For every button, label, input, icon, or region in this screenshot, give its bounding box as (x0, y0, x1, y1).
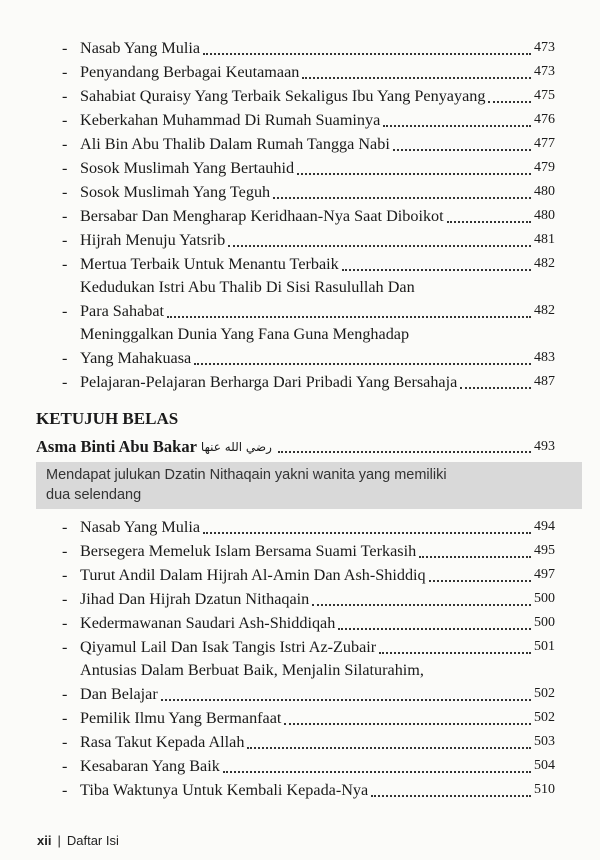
toc-entry (62, 204, 555, 228)
entry-page-number: 481 (534, 232, 555, 247)
dot-leader (429, 580, 531, 582)
entry-title-line: Dan Belajar (80, 685, 158, 703)
entry-bullet: - (62, 183, 68, 201)
toc-section-prev-chapter (62, 36, 555, 394)
toc-entry (62, 36, 555, 60)
entry-bullet: - (62, 349, 68, 367)
entry-bullet: - (62, 757, 68, 775)
toc-entry (62, 60, 555, 84)
dot-leader (167, 316, 531, 318)
page-footer (37, 833, 119, 848)
entry-bullet: - (62, 302, 68, 320)
toc-entry (62, 108, 555, 132)
dot-leader (383, 125, 531, 127)
dot-leader (447, 221, 531, 223)
entry-page-number: 501 (534, 639, 555, 654)
entry-title-line: Turut Andil Dalam Hijrah Al-Amin Dan Ash-Shiddiq (80, 566, 426, 584)
toc-entry (62, 706, 555, 730)
entry-page-number: 503 (534, 734, 555, 749)
entry-page-number: 482 (534, 303, 555, 318)
dot-leader (488, 101, 531, 103)
toc-entry (62, 587, 555, 611)
dot-leader (203, 532, 531, 534)
toc-entry (62, 323, 555, 370)
entry-title-line: Keberkahan Muhammad Di Rumah Suaminya (80, 111, 381, 129)
entry-bullet: - (62, 590, 68, 608)
toc-entry (62, 252, 555, 276)
dot-leader (203, 53, 531, 55)
entry-page-number: 502 (534, 686, 555, 701)
entry-page-number: 502 (534, 710, 555, 725)
entry-bullet: - (62, 685, 68, 703)
entry-title-line: Rasa Takut Kepada Allah (80, 733, 245, 751)
toc-entry (62, 515, 555, 539)
dot-leader (379, 652, 531, 654)
entry-title-line: Qiyamul Lail Dan Isak Tangis Istri Az-Zubair (80, 638, 377, 656)
entry-title-line: Nasab Yang Mulia (80, 39, 201, 57)
entry-bullet: - (62, 733, 68, 751)
dot-leader (297, 173, 531, 175)
entry-title-line: Bersabar Dan Mengharap Keridhaan-Nya Saat Diboikot (80, 207, 444, 225)
dot-leader (338, 628, 531, 630)
entry-title-line: Yang Mahakuasa (80, 349, 192, 367)
entry-title-line: Sahabiat Quraisy Yang Terbaik Sekaligus Ibu Yang Penyayang (80, 87, 486, 105)
entry-title-line: Sosok Muslimah Yang Teguh (80, 183, 271, 201)
entry-title-line: Nasab Yang Mulia (80, 518, 201, 536)
entry-bullet: - (62, 614, 68, 632)
entry-page-number: 483 (534, 350, 555, 365)
entry-title-line: Bersegera Memeluk Islam Bersama Suami Terkasih (80, 542, 417, 560)
dot-leader (161, 699, 531, 701)
dot-leader (302, 77, 531, 79)
entry-bullet: - (62, 135, 68, 153)
entry-title-line: Kedudukan Istri Abu Thalib Di Sisi Rasulullah Dan (80, 278, 415, 296)
entry-page-number: 480 (534, 184, 555, 199)
entry-title-line: Mertua Terbaik Untuk Menantu Terbaik (80, 255, 339, 273)
entry-bullet: - (62, 159, 68, 177)
toc-entry (62, 370, 555, 394)
chapter-heading: KETUJUH BELAS (36, 409, 179, 428)
entry-title-line: Meninggalkan Dunia Yang Fana Guna Menghadap (80, 325, 410, 343)
entry-title-line: Ali Bin Abu Thalib Dalam Rumah Tangga Nabi (80, 135, 390, 153)
toc-entry (62, 778, 555, 802)
toc-section-asma (62, 515, 555, 802)
entry-bullet: - (62, 638, 68, 656)
toc-entry (62, 276, 555, 323)
dot-leader (247, 747, 531, 749)
entry-bullet: - (62, 542, 68, 560)
entry-title-line: Para Sahabat (80, 302, 165, 320)
entry-page-number: 477 (534, 136, 555, 151)
entry-bullet: - (62, 39, 68, 57)
toc-entry (62, 84, 555, 108)
entry-title-line: Tiba Waktunya Untuk Kembali Kepada-Nya (80, 781, 369, 799)
entry-page-number: 495 (534, 543, 555, 558)
entry-title-line: Sosok Muslimah Yang Bertauhid (80, 159, 295, 177)
entry-bullet: - (62, 255, 68, 273)
entry-page-number: 476 (534, 112, 555, 127)
entry-page-number: 473 (534, 64, 555, 79)
toc-entry (62, 156, 555, 180)
entry-page-number: 504 (534, 758, 555, 773)
entry-bullet: - (62, 373, 68, 391)
chapter-subtitle-line: Mendapat julukan Dzatin Nithaqain yakni wanita yang memiliki (46, 467, 447, 483)
dot-leader (371, 795, 531, 797)
footer-label: Daftar Isi (66, 833, 119, 848)
toc-entry (62, 132, 555, 156)
toc-entry (62, 228, 555, 252)
dot-leader (273, 197, 531, 199)
entry-bullet: - (62, 709, 68, 727)
entry-title-line: Pelajaran-Pelajaran Berharga Dari Pribadi Yang Bersahaja (80, 373, 458, 391)
entry-page-number: 500 (534, 615, 555, 630)
honorific-calligraphy: رضي الله عنها (200, 440, 272, 454)
entry-title-line: Pemilik Ilmu Yang Bermanfaat (80, 709, 282, 727)
dot-leader (419, 556, 531, 558)
entry-title-line: Antusias Dalam Berbuat Baik, Menjalin Silaturahim, (80, 661, 424, 679)
toc-entry (62, 539, 555, 563)
entry-page-number: 473 (534, 40, 555, 55)
table-of-contents (36, 36, 555, 802)
entry-bullet: - (62, 63, 68, 81)
entry-title-line: Hijrah Menuju Yatsrib (80, 231, 226, 249)
chapter-page-number: 493 (534, 439, 555, 454)
entry-page-number: 510 (534, 782, 555, 797)
footer-separator: | (57, 833, 61, 848)
entry-bullet: - (62, 207, 68, 225)
toc-entry (62, 659, 555, 706)
entry-page-number: 494 (534, 519, 555, 534)
entry-page-number: 500 (534, 591, 555, 606)
dot-leader (278, 451, 531, 453)
dot-leader (393, 149, 531, 151)
dot-leader (194, 363, 531, 365)
entry-title-line: Kesabaran Yang Baik (80, 757, 220, 775)
dot-leader (342, 269, 531, 271)
entry-page-number: 482 (534, 256, 555, 271)
entry-title-line: Jihad Dan Hijrah Dzatun Nithaqain (80, 590, 310, 608)
entry-page-number: 479 (534, 160, 555, 175)
entry-page-number: 475 (534, 88, 555, 103)
chapter-title-entry (36, 436, 555, 458)
chapter-subtitle-box (36, 462, 582, 509)
entry-bullet: - (62, 231, 68, 249)
entry-bullet: - (62, 566, 68, 584)
entry-page-number: 480 (534, 208, 555, 223)
entry-bullet: - (62, 111, 68, 129)
dot-leader (284, 723, 531, 725)
toc-entry (62, 563, 555, 587)
entry-bullet: - (62, 87, 68, 105)
entry-page-number: 487 (534, 374, 555, 389)
entry-bullet: - (62, 518, 68, 536)
toc-entry (62, 611, 555, 635)
entry-title-line: Penyandang Berbagai Keutamaan (80, 63, 300, 81)
toc-entry (62, 635, 555, 659)
entry-title-line: Kedermawanan Saudari Ash-Shiddiqah (80, 614, 336, 632)
dot-leader (223, 771, 531, 773)
entry-bullet: - (62, 781, 68, 799)
toc-entry (62, 730, 555, 754)
chapter-title: Asma Binti Abu Bakar (36, 437, 197, 456)
toc-entry (62, 180, 555, 204)
entry-page-number: 497 (534, 567, 555, 582)
dot-leader (312, 604, 531, 606)
dot-leader (460, 387, 531, 389)
footer-page-number: xii (37, 833, 52, 848)
toc-entry (62, 754, 555, 778)
dot-leader (228, 245, 531, 247)
chapter-subtitle-line: dua selendang (46, 487, 142, 503)
